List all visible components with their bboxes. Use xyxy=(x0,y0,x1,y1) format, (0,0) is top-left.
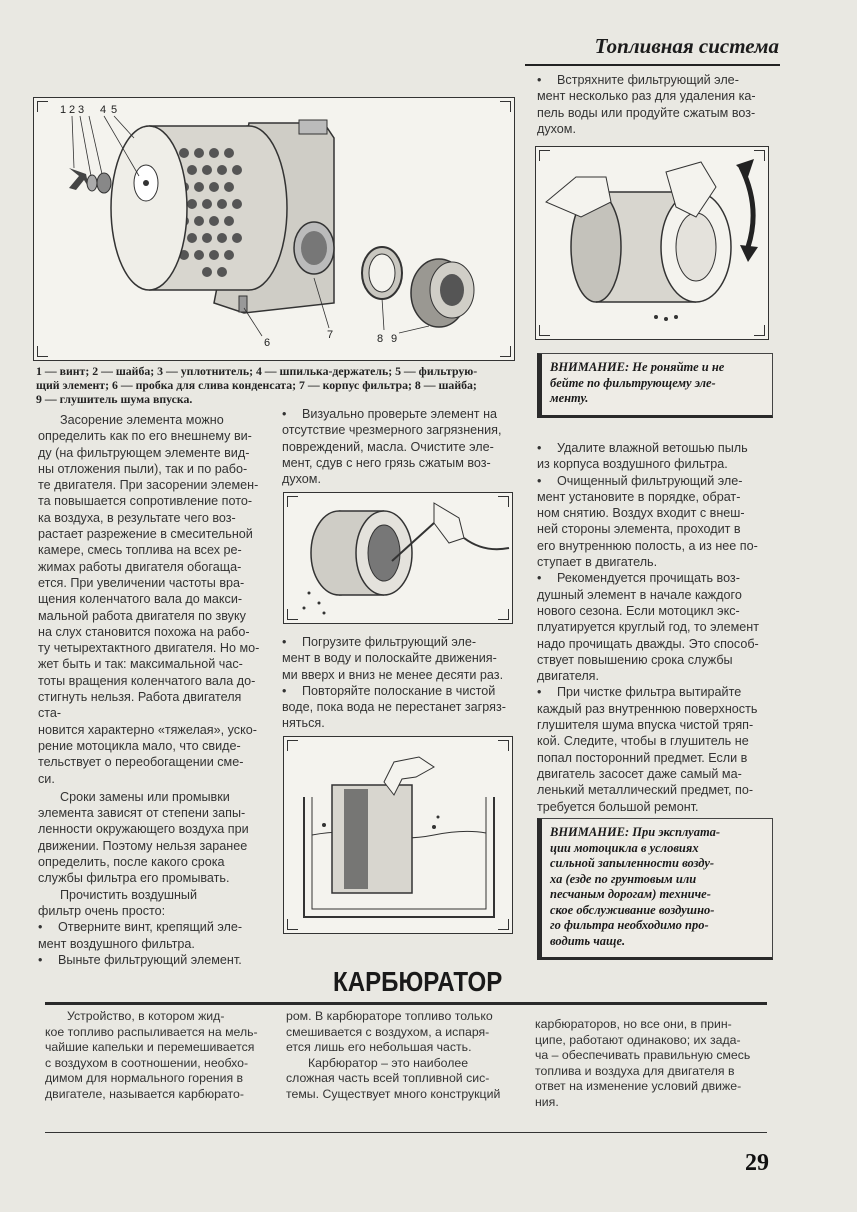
rinsing-illustration xyxy=(284,737,512,933)
text-line: щения коленчатого вала до макси- xyxy=(38,592,243,607)
text-line: ется. При увеличении частоты вра- xyxy=(38,575,245,590)
bullet-silencer: • При чистке фильтра вытирайте каждый раз внутреннюю поверхность глушителя шума впуска чистой тряп- кой. Следите, чтобы в глушитель не попал посторонний предмет. Если в двигатель засосет даже самый ма- ленький металлический предмет, по- требуется большой ремонт. xyxy=(537,684,769,814)
carburetor-title: КАРБЮРАТОР xyxy=(333,966,503,997)
text-line: ны отложения пыли), так и по рабо- xyxy=(38,461,248,476)
header-rule xyxy=(525,64,780,66)
text-line: тельствует о переобогащении сме- xyxy=(38,755,244,770)
bullet-repeat-rinse: • Повторяйте полоскание в чистой воде, пока вода не перестанет загряз- няться. xyxy=(282,683,512,732)
callout-1: 1 xyxy=(60,104,67,116)
callout-2: 2 xyxy=(69,104,76,116)
bullet-reinstall: • Очищенный фильтрующий эле- мент установите в порядке, обрат- ном снятию. Воздух входит с внеш- ней стороны элемента, проходит в его внутреннюю полость, а из нее по- ступает в двигатель. xyxy=(537,473,769,571)
callout-5: 5 xyxy=(111,104,118,116)
text-line: на слух становится похожа на рабо- xyxy=(38,624,250,639)
bullet-unscrew: • Отверните винт, крепящий эле- мент воздушного фильтра. xyxy=(38,919,266,952)
column-3-body xyxy=(537,440,769,815)
callout-4: 4 xyxy=(100,104,107,116)
text-line: та повышается сопротивление пото- xyxy=(38,494,253,509)
callout-7: 7 xyxy=(327,329,334,341)
carburetor-col-2: ром. В карбюраторе топливо только смешивается с воздухом, а испаря- ется лишь его небольшая часть. Карбюратор – это наиболее сложная часть всей топливной сис- темы. Существует много конструкций xyxy=(286,1009,501,1101)
text-line: службы фильтра его промывать. xyxy=(38,871,230,886)
text-line: жимах работы двигателя обогаща- xyxy=(38,559,242,574)
compressed-air-illustration xyxy=(284,493,512,623)
shaking-illustration xyxy=(536,147,768,339)
text-line: ка воздуха, в результате чего воз- xyxy=(38,510,236,525)
paragraph-replacement-interval xyxy=(38,789,266,887)
text-line: Сроки замены или промывки xyxy=(60,789,230,804)
text-line: тоты вращения коленчатого вала до- xyxy=(38,673,256,688)
text-line: те двигателя. При засорении элемен- xyxy=(38,478,259,493)
bullet-wipe-dust: • Удалите влажной ветошью пыль из корпуса воздушного фильтра. xyxy=(537,440,769,473)
text-line: новится характерно «тяжелая», уско- xyxy=(38,722,257,737)
bullet-remove-element: • Выньте фильтрующий элемент. xyxy=(38,952,266,968)
callout-6: 6 xyxy=(264,337,271,349)
column-2 xyxy=(282,406,512,487)
text-line: стигнуть нельзя. Работа двигателя ста- xyxy=(38,690,242,721)
text-line: ду (на фильтрующем элементе вид- xyxy=(38,445,250,460)
warning-do-not-drop: ВНИМАНИЕ: Не роняйте и не бейте по фильтрующему эле- менту. xyxy=(537,353,773,418)
callout-8: 8 xyxy=(377,333,384,345)
column-2-lower xyxy=(282,634,512,732)
bullet-rinse: • Погрузите фильтрующий эле- мент в воду и полоскайте движения- ми вверх и вниз не менее десяти раз. xyxy=(282,634,512,683)
text-line: фильтр очень просто: xyxy=(38,903,166,918)
text-line: рение мотоцикла мало, что свиде- xyxy=(38,738,241,753)
footer-rule xyxy=(45,1132,767,1133)
shaking-figure xyxy=(535,146,769,340)
bullet-shake: • Встряхните фильтрующий эле- мент несколько раз для удаления ка- пель воды или продуйте сжатым воз- духом. xyxy=(537,72,767,137)
column-3-top xyxy=(537,72,767,137)
paragraph-cleaning-intro xyxy=(38,887,266,920)
text-line: Засорение элемента можно xyxy=(60,413,224,427)
text-line: определить, после какого срока xyxy=(38,855,225,870)
text-line: Прочистить воздушный xyxy=(60,887,198,902)
callout-3: 3 xyxy=(78,104,85,116)
bullet-season: • Рекомендуется прочищать воз- душный элемент в начале каждого нового сезона. Если мотоцикл экс- плуатируется круглый год, то элемент надо прочищать дважды. Это способ- ствует повышению срока службы двигателя. xyxy=(537,570,769,684)
text-line: ту четырехтактного двигателя. Но мо- xyxy=(38,641,260,656)
compressed-air-figure xyxy=(283,492,513,624)
text-line: движении. Поэтому нельзя заранее xyxy=(38,838,248,853)
text-line: ленности окружающего воздуха при xyxy=(38,822,249,837)
text-line: определить как по его внешнему ви- xyxy=(38,429,252,444)
text-line: камере, смесь топлива на всех ре- xyxy=(38,543,242,558)
text-line: си. xyxy=(38,771,55,786)
carburetor-col-3: карбюраторов, но все они, в прин- ципе, работают одинаково; их зада- ча – обеспечивать правильную смесь топлива и воздуха для двигателя в ответ на изменение условий движе- ния. xyxy=(535,1017,751,1109)
air-filter-exploded-figure xyxy=(33,97,515,361)
section-rule xyxy=(45,1002,767,1005)
text-line: элемента зависят от степени запы- xyxy=(38,806,246,821)
page-number: 29 xyxy=(745,1150,769,1176)
column-1 xyxy=(38,412,266,968)
air-filter-exploded-illustration xyxy=(34,98,514,360)
running-head: Топливная система xyxy=(594,34,779,58)
rinsing-figure xyxy=(283,736,513,934)
paragraph-clogging xyxy=(38,412,266,787)
text-line: жет быть и так: максимальной час- xyxy=(38,657,243,672)
figure-caption: 1 — винт; 2 — шайба; 3 — уплотнитель; 4 — шпилька-держатель; 5 — фильтрую- щий элемент; 6 — пробка для слива конденсата; 7 — корпус фильтра; 8 — шайба; 9 — глушитель шума впуска. xyxy=(36,364,478,406)
callout-9: 9 xyxy=(391,333,398,345)
carburetor-col-1: Устройство, в котором жид- кое топливо распыливается на мель- чайшие капельки и перемешивается с воздухом в соотношении, необхо- димом для нормального горения в двигателе, называется карбюрато- xyxy=(45,1009,258,1101)
warning-dusty-conditions: ВНИМАНИЕ: При эксплуата- ции мотоцикла в условиях сильной запыленности возду- ха (езде по грунтовым или песчаным дорогам) техниче- ское обслуживание воздушно- го фильтра необходимо про- водить чаще. xyxy=(537,818,773,960)
bullet-visual-check: • Визуально проверьте элемент на отсутствие чрезмерного загрязнения, повреждений, масла. Очистите эле- мент, сдув с него грязь сжатым воз- духом. xyxy=(282,406,512,487)
text-line: растает разрежение в смесительной xyxy=(38,527,253,542)
text-line: мальной работа двигателя по звуку xyxy=(38,608,246,623)
